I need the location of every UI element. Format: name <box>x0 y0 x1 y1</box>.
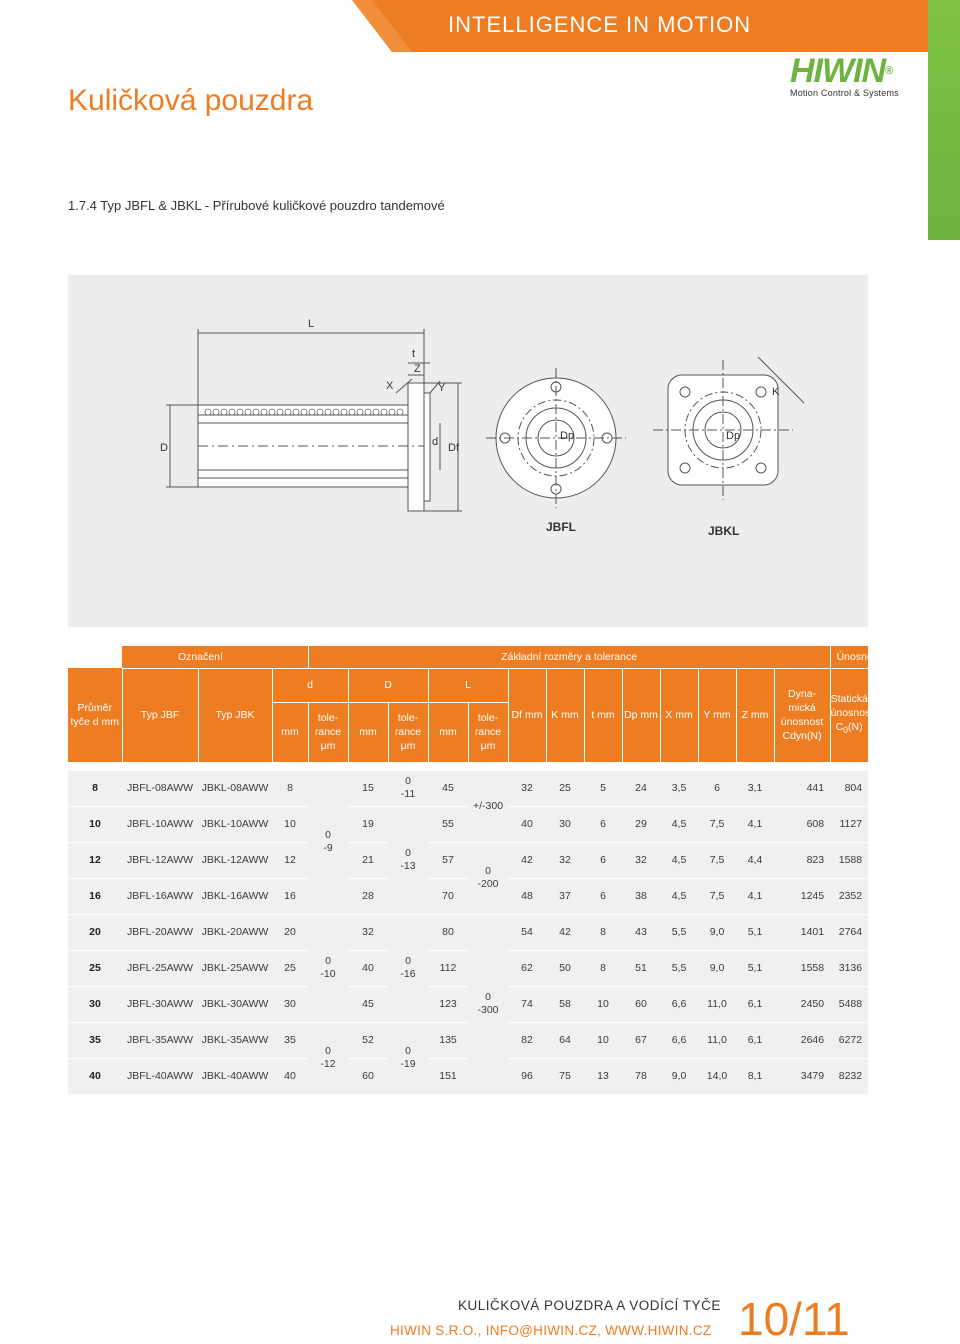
label-Df: Df <box>448 442 459 454</box>
logo-word: HIWIN® <box>790 52 893 90</box>
tol-L-c: 0 -300 <box>468 914 508 1094</box>
tol-d-2: 0 -10 <box>308 914 348 1022</box>
header-d: d <box>272 668 348 702</box>
tol-d-1: 0 -9 <box>308 770 348 914</box>
section-title: 1.7.4 Typ JBFL & JBKL - Přírubové kuličkové pouzdro tandemové <box>68 198 445 213</box>
header-X: X mm <box>660 668 698 762</box>
header-D-tol: tole- rance μm <box>388 702 428 762</box>
table-row: 10 JBFL-10AWW JBKL-10AWW 10 19 0 -13 55 40 30 6 29 4,5 7,5 4,1 608 1127 <box>68 806 868 842</box>
header-Dp: Dp mm <box>622 668 660 762</box>
caption-jbkl: JBKL <box>708 524 740 538</box>
table-row: 20 JBFL-20AWW JBKL-20AWW 20 0 -10 32 0 -16 80 0 -300 54 42 8 43 5,5 9,0 5,1 1401 2764 <box>68 914 868 950</box>
page-number: 10/11 <box>738 1293 850 1344</box>
header-static: Statická únosnost $C_0(N)$ <box>830 668 868 762</box>
header-K: K mm <box>546 668 584 762</box>
footer-contact: HIWIN S.R.O., INFO@HIWIN.CZ, WWW.HIWIN.CZ <box>390 1323 712 1338</box>
header-t: t mm <box>584 668 622 762</box>
blank-corner <box>68 646 122 668</box>
spacer <box>68 762 868 770</box>
caption-jbfl: JBFL <box>546 520 576 534</box>
tol-D-b: 0 -13 <box>388 806 428 914</box>
hiwin-logo <box>790 54 930 98</box>
tol-D-d: 0 -19 <box>388 1022 428 1094</box>
drawing-svg <box>68 275 868 627</box>
label-D: D <box>160 442 168 454</box>
tol-D-c: 0 -16 <box>388 914 428 1022</box>
header-L-tol: tole- rance μm <box>468 702 508 762</box>
label-K: K <box>772 386 780 398</box>
group-zakladni: Základní rozměry a tolerance <box>308 646 830 668</box>
tol-D-a: 0 -11 <box>388 770 428 806</box>
group-unosnost: Únosnost <box>830 646 868 668</box>
group-oznaceni: Označení <box>122 646 308 668</box>
label-L: L <box>308 318 315 330</box>
label-d: d <box>432 436 439 448</box>
header-typ-jbk: Typ JBK <box>198 668 272 762</box>
header-L: L <box>428 668 508 702</box>
table-row: 16 JBFL-16AWW JBKL-16AWW 16 28 70 48 37 6 38 4,5 7,5 4,1 1245 2352 <box>68 878 868 914</box>
header-L-mm: mm <box>428 702 468 762</box>
label-Z: Z <box>414 363 421 375</box>
header-d-mm: mm <box>272 702 308 762</box>
logo-tagline: Motion Control & Systems <box>790 88 899 98</box>
header-Z: Z mm <box>736 668 774 762</box>
table-row: 8 JBFL-08AWW JBKL-08AWW 8 0 -9 15 0 -11 45 +/-300 32 25 5 24 3,5 6 3,1 441 804 <box>68 770 868 806</box>
label-t: t <box>412 348 416 360</box>
header-dyn: Dyna- mická únosnost Cdyn(N) <box>774 668 830 762</box>
spec-table <box>68 646 881 1095</box>
label-Dp-jbkl: Dp <box>726 430 741 442</box>
tol-d-3: 0 -12 <box>308 1022 348 1094</box>
technical-drawing <box>68 275 868 627</box>
label-Y: Y <box>438 382 446 394</box>
page-title: Kuličková pouzdra <box>68 84 314 117</box>
table-row: 40 JBFL-40AWW JBKL-40AWW 40 60 151 96 75 13 78 9,0 14,0 8,1 3479 8232 <box>68 1058 868 1094</box>
header-d-tol: tole- rance μm <box>308 702 348 762</box>
tol-L-a: +/-300 <box>468 770 508 842</box>
label-X: X <box>386 380 394 392</box>
label-Dp-jbfl: Dp <box>560 430 575 442</box>
header-Df: Df mm <box>508 668 546 762</box>
accent-strip <box>928 0 960 240</box>
footer-title: KULIČKOVÁ POUZDRA A VODÍCÍ TYČE <box>458 1298 721 1313</box>
header-prumer: Průměr tyče d mm <box>68 668 122 762</box>
header-Y: Y mm <box>698 668 736 762</box>
table-row: 25 JBFL-25AWW JBKL-25AWW 25 40 112 62 50 8 51 5,5 9,0 5,1 1558 3136 <box>68 950 868 986</box>
table-row: 30 JBFL-30AWW JBKL-30AWW 30 45 123 74 58 10 60 6,6 11,0 6,1 2450 5488 <box>68 986 868 1022</box>
header-D: D <box>348 668 428 702</box>
header-typ-jbf: Typ JBF <box>122 668 198 762</box>
tol-L-b: 0 -200 <box>468 842 508 914</box>
header-D-mm: mm <box>348 702 388 762</box>
header-slogan: INTELLIGENCE IN MOTION <box>448 12 752 37</box>
table-row: 35 JBFL-35AWW JBKL-35AWW 35 0 -12 52 0 -19 135 82 64 10 67 6,6 11,0 6,1 2646 6272 <box>68 1022 868 1058</box>
table-row: 12 JBFL-12AWW JBKL-12AWW 12 21 57 0 -200 42 32 6 32 4,5 7,5 4,4 823 1588 <box>68 842 868 878</box>
